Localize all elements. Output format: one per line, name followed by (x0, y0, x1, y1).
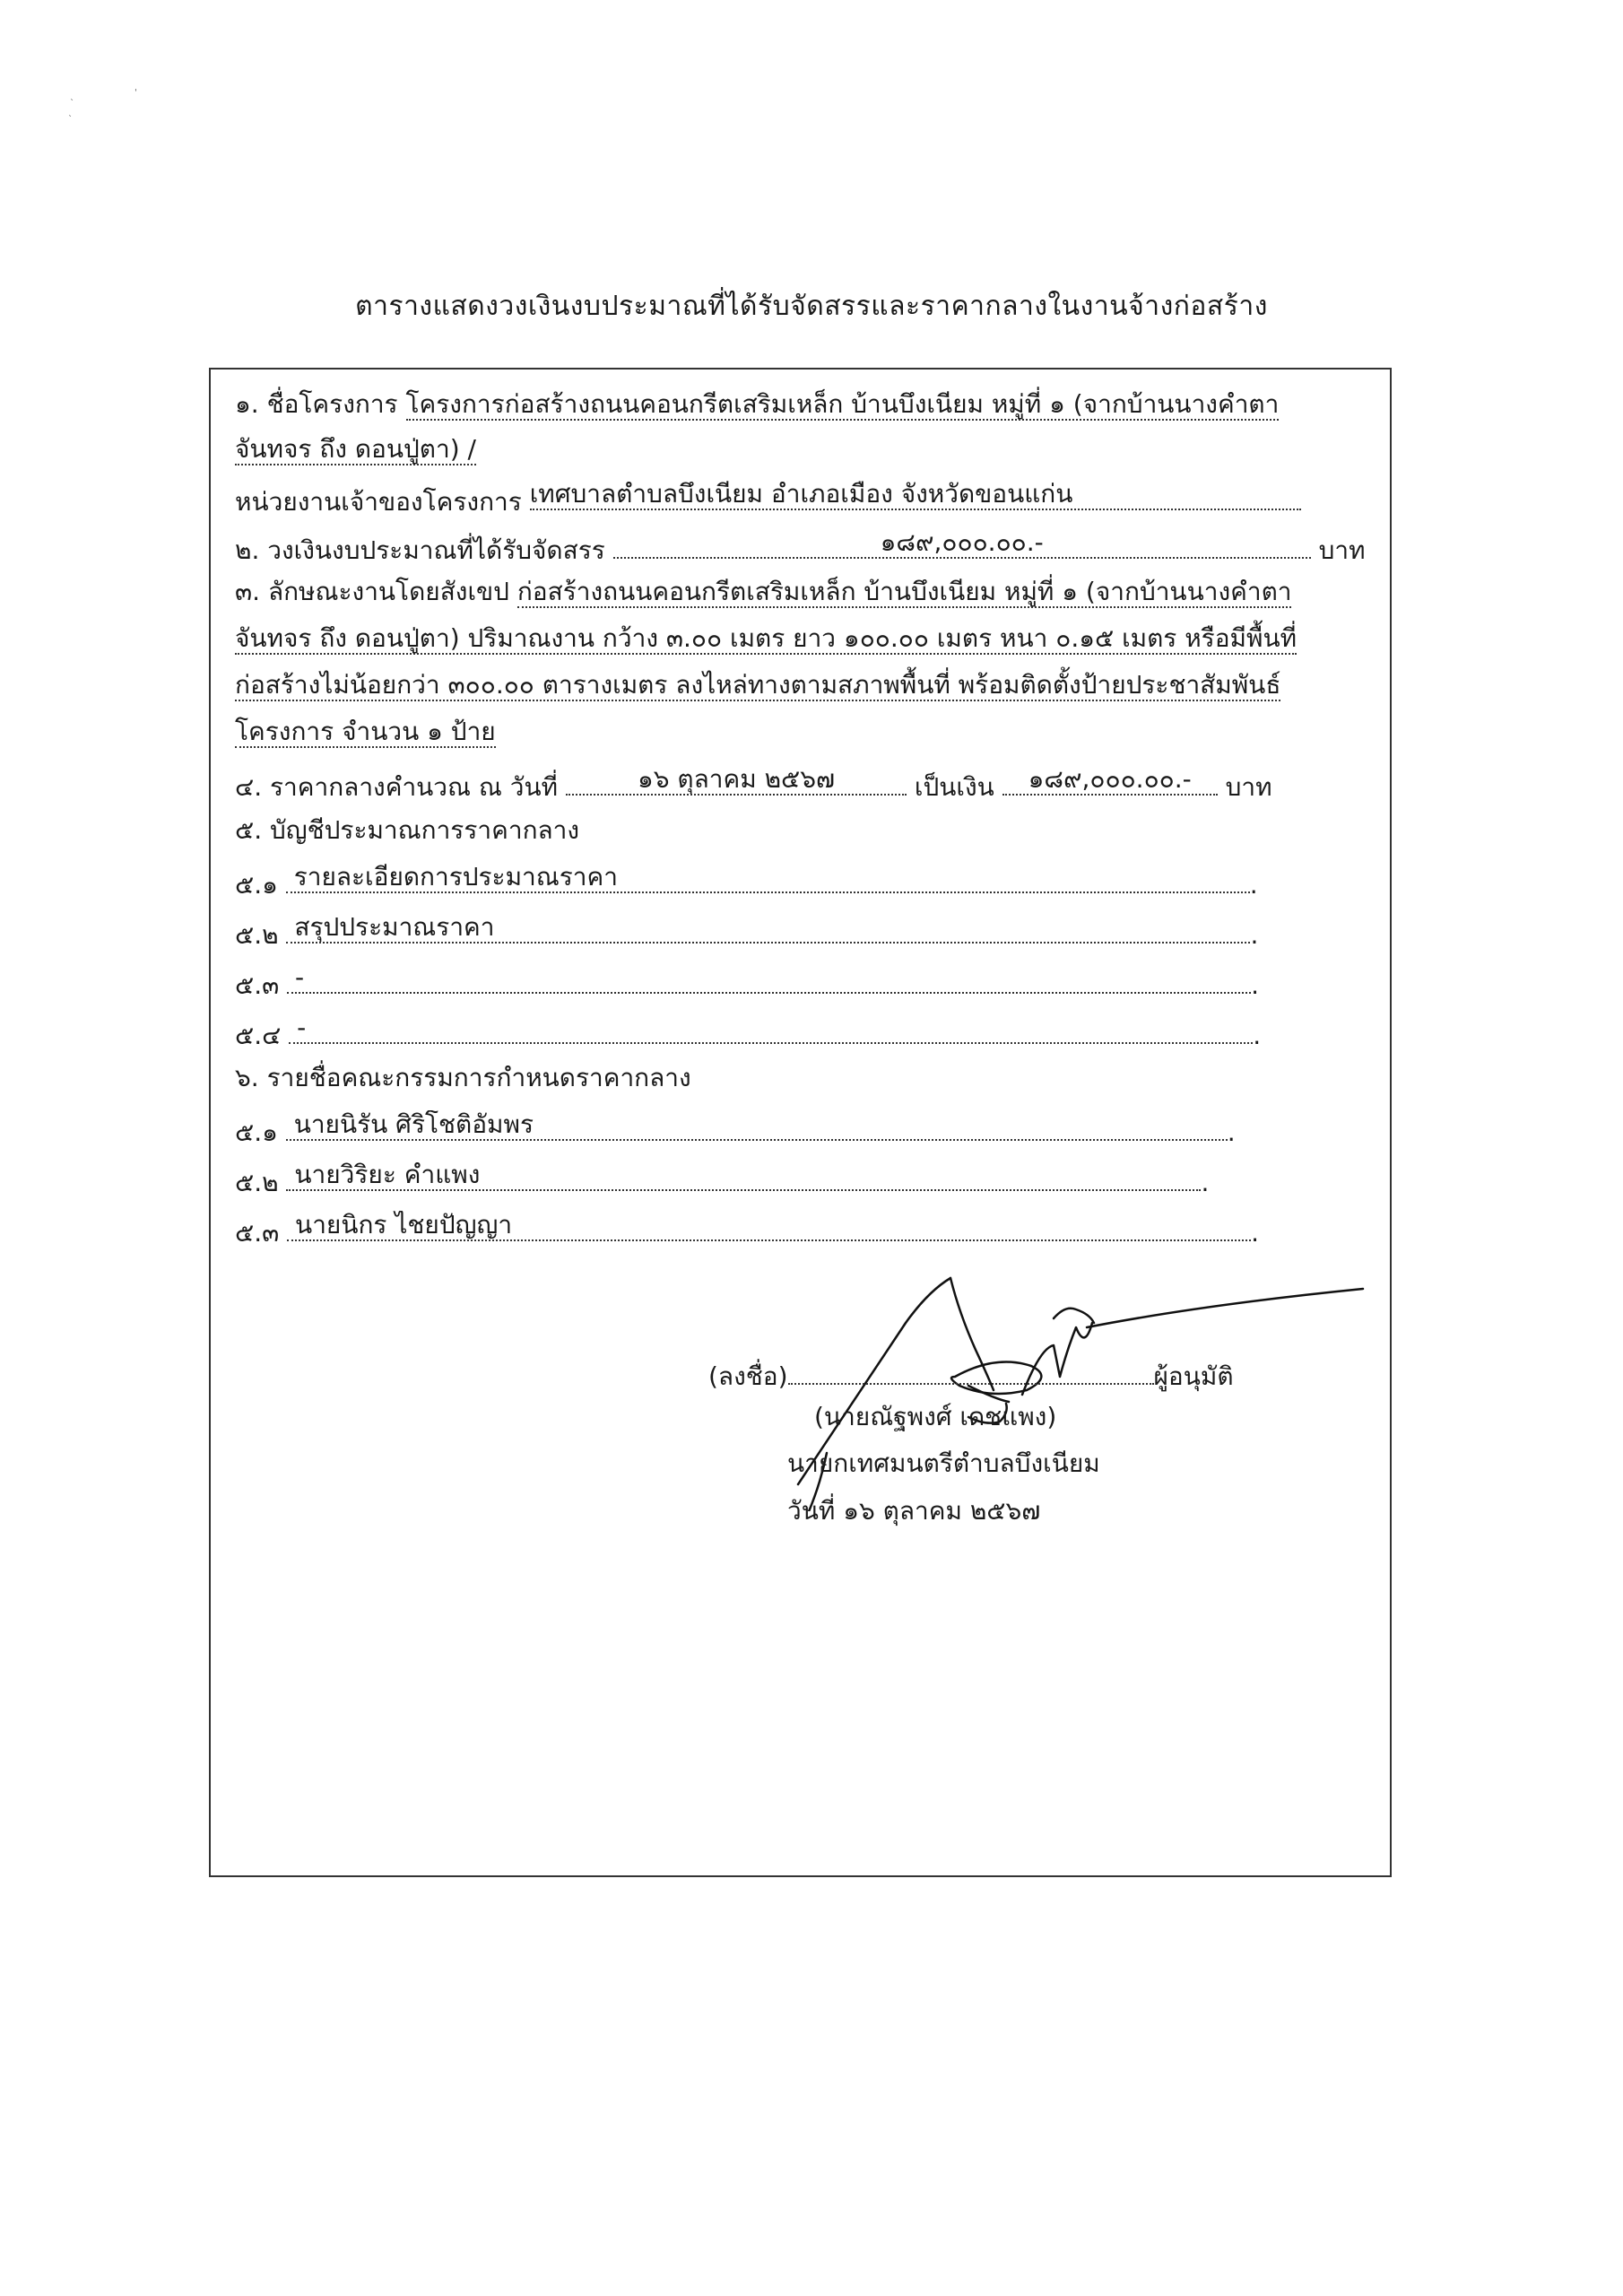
item3-line4 (235, 716, 496, 750)
item4-amount-label: เป็นเงิน (914, 772, 994, 802)
item3-label: ๓. ลักษณะงานโดยสังเขป (235, 577, 509, 606)
item5-row-text (286, 863, 1250, 893)
signature-line (788, 1354, 1154, 1385)
item4-amount: ๑๘๙,๐๐๐.๐๐.- (1028, 765, 1192, 794)
item5-row-2: ๕.๒ สรุปประมาณราคา . (235, 913, 1259, 950)
item6-row-text-value: นายนิกร ไชยปัญญา (295, 1211, 513, 1239)
item5-row-1: ๕.๑ รายละเอียดการประมาณราคา . (235, 863, 1258, 900)
item5-heading: ๕. บัญชีประมาณการราคากลาง (235, 815, 580, 845)
item5-row-text (289, 1013, 1253, 1044)
item6-row-text (287, 1211, 1251, 1241)
item4-unit: บาท (1225, 772, 1272, 802)
item6-row-num: ๕.๓ (235, 1218, 280, 1248)
item5-row-text (286, 913, 1250, 944)
item6-row-2: ๕.๒ นายวิริยะ คำแพง . (235, 1161, 1210, 1197)
item5-row-text (287, 963, 1251, 994)
sign-label: (ลงชื่อ) (708, 1361, 788, 1391)
item6-row-text-value: นายนิรัน ศิริโชติอัมพร (293, 1110, 534, 1139)
item5-row-4: ๕.๔ - . (235, 1013, 1262, 1050)
item1-value-line2: จันทจร ถึง ดอนปู่ตา) / (235, 434, 476, 464)
item1-label: ๑. ชื่อโครงการ (235, 389, 398, 419)
item5-row-num: ๕.๒ (235, 920, 279, 950)
scan-mark: ˋ (68, 115, 73, 125)
item1-line1 (235, 388, 1279, 422)
item1-line2 (235, 433, 476, 467)
item6-row-num: ๕.๑ (235, 1118, 278, 1147)
item6-row-text-value: นายวิริยะ คำแพง (294, 1161, 481, 1189)
scan-mark: ' (135, 88, 137, 98)
approver-role: ผู้อนุมัติ (1153, 1361, 1234, 1391)
scan-mark: ˋ (70, 99, 74, 109)
item6-heading: ๖. รายชื่อคณะกรรมการกำหนดราคากลาง (235, 1063, 691, 1092)
item4-date-field (566, 765, 907, 796)
item2-amount: ๑๘๙,๐๐๐.๐๐.- (880, 528, 1044, 557)
item6-row-num: ๕.๒ (235, 1168, 279, 1197)
item6-row-text (286, 1161, 1201, 1191)
item5-row-num: ๕.๔ (235, 1021, 282, 1050)
item2-line (235, 528, 1366, 565)
approver-name: (นายณัฐพงศ์ เดชแพง) (814, 1402, 1057, 1431)
approval-sign-line (708, 1354, 1234, 1393)
item5-row-num: ๕.๓ (235, 970, 280, 1000)
agency-line (235, 480, 1301, 517)
item3-line1 (235, 576, 1291, 610)
item5-row-text-value: - (295, 963, 305, 992)
agency-label: หน่วยงานเจ้าของโครงการ (235, 487, 522, 517)
approver-position: นายกเทศมนตรีตำบลบึงเนียม (787, 1448, 1100, 1478)
item4-line (235, 765, 1272, 802)
document-title: ตารางแสดงวงเงินงบประมาณที่ได้รับจัดสรรและราคากลางในงานจ้างก่อสร้าง (355, 291, 1268, 322)
item6-row-text (286, 1110, 1228, 1141)
item3-line3 (235, 669, 1280, 703)
item5-row-text-value: - (297, 1013, 307, 1042)
approval-date: วันที่ ๑๖ ตุลาคม ๒๕๖๗ (787, 1496, 1041, 1526)
item5-row-num: ๕.๑ (235, 870, 278, 900)
item2-value (613, 528, 1311, 559)
item3-text-line2: จันทจร ถึง ดอนปู่ตา) ปริมาณงาน กว้าง ๓.๐๐ เมตร ยาว ๑๐๐.๐๐ เมตร หนา ๐.๑๕ เมตร หรือมีพื้นที่ (235, 623, 1298, 653)
item3-text-line3: ก่อสร้างไม่น้อยกว่า ๓๐๐.๐๐ ตารางเมตร ลงไหล่ทางตามสภาพพื้นที่ พร้อมติดตั้งป้ายประชาสัมพันธ์ (235, 670, 1281, 700)
item6-row-3: ๕.๓ นายนิกร ไชยปัญญา . (235, 1211, 1260, 1248)
item6-row-1: ๕.๑ นายนิรัน ศิริโชติอัมพร . (235, 1110, 1236, 1147)
item4-label: ๔. ราคากลางคำนวณ ณ วันที่ (235, 772, 559, 802)
item2-label: ๒. วงเงินงบประมาณที่ได้รับจัดสรร (235, 535, 605, 565)
agency-value: เทศบาลตำบลบึงเนียม อำเภอเมือง จังหวัดขอนแก่น (530, 480, 1301, 510)
item3-line2 (235, 622, 1297, 657)
item3-text-line4: โครงการ จำนวน ๑ ป้าย (235, 717, 496, 746)
item4-date: ๑๖ ตุลาคม ๒๕๖๗ (637, 765, 836, 794)
item5-row-text-value: สรุปประมาณราคา (294, 913, 495, 942)
item1-value-line1: โครงการก่อสร้างถนนคอนกรีตเสริมเหล็ก บ้านบึงเนียม หมู่ที่ ๑ (จากบ้านนางคำตา (405, 389, 1280, 419)
item5-row-3: ๕.๓ - . (235, 963, 1260, 1000)
item2-unit: บาท (1318, 535, 1366, 565)
item3-text-line1: ก่อสร้างถนนคอนกรีตเสริมเหล็ก บ้านบึงเนียม หมู่ที่ ๑ (จากบ้านนางคำตา (516, 577, 1292, 606)
item4-amount-field (1002, 765, 1218, 796)
item5-row-text-value: รายละเอียดการประมาณราคา (293, 863, 618, 891)
